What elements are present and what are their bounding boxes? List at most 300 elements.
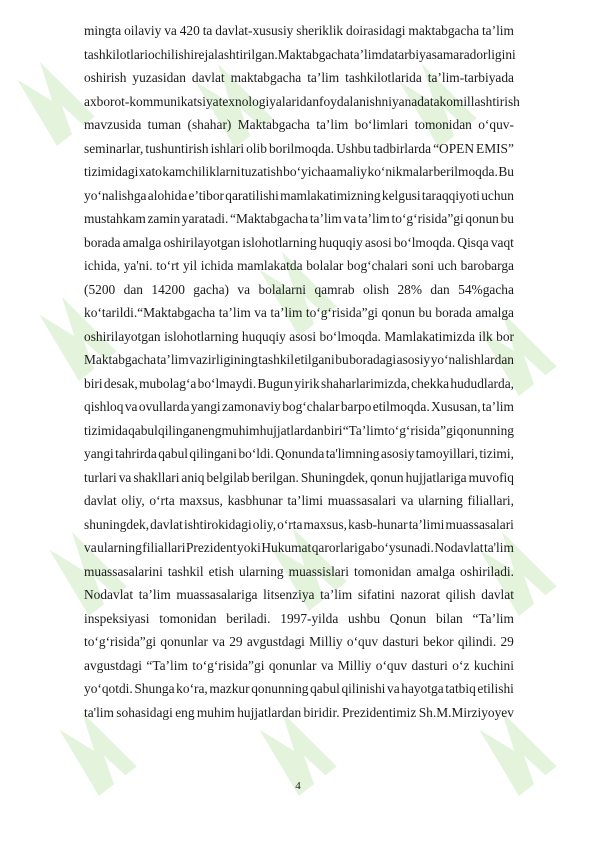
word: maxsus, xyxy=(303,516,348,532)
word: qonun xyxy=(465,211,499,226)
word: mustahkam xyxy=(84,211,146,226)
word: oshirilayotgan xyxy=(84,328,161,344)
body-text xyxy=(84,19,520,724)
text-line xyxy=(84,654,514,678)
word: oliy, xyxy=(252,516,277,532)
word: ichida, xyxy=(84,258,121,273)
word: islohotlarning xyxy=(164,328,239,344)
word: zamin xyxy=(147,211,181,226)
word: borilmoqda. xyxy=(268,140,335,156)
word: gacha) xyxy=(193,281,229,297)
word: qonunlar xyxy=(160,634,209,649)
word: yaratadi. xyxy=(181,211,229,226)
word: qabul xyxy=(158,446,188,461)
word: hayotga xyxy=(401,681,444,696)
word: tomonidan xyxy=(159,610,217,626)
word: beriladi. xyxy=(226,610,271,626)
word: sohasidagi xyxy=(116,704,173,720)
word: maktabgacha xyxy=(408,23,480,38)
word: Hukumat xyxy=(261,540,312,555)
word: o‘z xyxy=(452,657,470,673)
word: muassasalariga xyxy=(176,587,258,602)
word: ilk xyxy=(478,328,493,344)
word: mamlakatda xyxy=(237,258,303,273)
word: aniq xyxy=(181,469,205,485)
word: va xyxy=(400,493,414,508)
word: Sh.M.Mirziyoyev xyxy=(418,704,514,720)
word: bu xyxy=(335,352,349,367)
word: tushuntirish xyxy=(145,140,209,156)
word: bog‘chalar xyxy=(282,399,340,414)
word: inspeksiyasi xyxy=(84,610,150,626)
word: ishlari xyxy=(210,140,245,156)
word: Milliy xyxy=(309,634,343,649)
word: tuman xyxy=(147,117,182,132)
word: asosiy xyxy=(396,352,431,367)
word: Milliy xyxy=(337,657,372,673)
word: Nodavlat xyxy=(434,540,484,555)
word: yo‘nalishlardan xyxy=(430,352,514,367)
word: davlat xyxy=(150,516,183,532)
word: kamchiliklarni xyxy=(162,164,241,179)
word: tuzatish xyxy=(241,164,283,179)
word: muassasalari xyxy=(445,516,514,532)
word: to‘g‘risida”gi xyxy=(192,657,265,673)
word: ko‘nikmalar xyxy=(367,164,433,179)
word: olish xyxy=(363,281,390,297)
word: zamonaviy xyxy=(222,399,281,414)
text-line xyxy=(84,231,514,255)
word: kasb-hunar xyxy=(348,516,408,532)
word: shakllari xyxy=(133,469,180,485)
word: asosi xyxy=(364,234,392,250)
word: muassasalarini xyxy=(84,563,163,579)
word: shaharlarimizda, xyxy=(321,375,410,391)
word: rejalashtirilgan. xyxy=(194,46,278,62)
text-line xyxy=(84,90,520,114)
word: mazkur xyxy=(209,681,250,696)
word: va xyxy=(387,681,400,696)
text-line xyxy=(84,207,514,231)
word: bog‘chalari xyxy=(347,258,409,273)
word: barpo xyxy=(340,399,372,414)
word: biri xyxy=(323,422,343,438)
word: Maktabgacha xyxy=(277,46,350,62)
word: 29 xyxy=(229,634,243,649)
word: etilishi xyxy=(477,681,514,696)
word: yo‘qotdi. xyxy=(84,681,133,696)
word: qonun xyxy=(370,469,404,485)
word: tizimidagi xyxy=(84,164,139,179)
word: (shahar) xyxy=(187,117,232,132)
word: vazirligining xyxy=(189,352,258,367)
word: Qonunda xyxy=(275,446,325,461)
word: borada xyxy=(84,234,121,250)
word: qarorlariga xyxy=(311,540,371,555)
word: huquqiy xyxy=(318,234,363,250)
word: Prezident xyxy=(185,540,237,555)
word: yo‘nalishga xyxy=(84,187,147,203)
word: qonun xyxy=(381,305,415,320)
word: 14200 xyxy=(151,281,185,297)
word: seminarlar, xyxy=(84,140,144,156)
word: mingta xyxy=(84,23,122,38)
word: samaradorligini xyxy=(431,46,516,62)
word: etilgani xyxy=(294,352,335,367)
word: qonunning xyxy=(251,681,309,696)
word: Bu xyxy=(498,164,514,179)
word: hujjatlardan xyxy=(259,422,324,438)
word: dan xyxy=(123,281,143,297)
word: etish xyxy=(208,563,234,579)
text-line xyxy=(84,630,514,654)
word: qabul xyxy=(310,681,340,696)
word: mubolag‘a xyxy=(139,375,197,391)
word: bekor xyxy=(423,634,454,649)
word: olib xyxy=(246,140,267,156)
word: 1997-yilda xyxy=(280,610,339,626)
word: davlat xyxy=(84,493,117,508)
word: qaratilishi xyxy=(225,187,279,203)
word: borada xyxy=(435,305,472,320)
word: bo‘limlari xyxy=(354,117,409,132)
word: amalga xyxy=(416,563,455,579)
word: Maktabgacha xyxy=(84,352,157,367)
word: davlat xyxy=(481,587,514,602)
word: ichida xyxy=(200,258,234,273)
word: ta’limi xyxy=(287,493,324,508)
word: Qonun xyxy=(389,610,427,626)
word: qamrab xyxy=(314,281,355,297)
word: shuningdek, xyxy=(84,516,150,532)
word: davlat-xususiy xyxy=(215,23,294,38)
word: va xyxy=(124,399,138,414)
text-line xyxy=(84,184,514,208)
text-line xyxy=(84,43,514,67)
word: va xyxy=(84,540,97,555)
word: dan xyxy=(430,281,450,297)
word: turlari xyxy=(84,469,117,485)
page-number: 4 xyxy=(295,780,301,792)
word: tashkilotlarida xyxy=(345,70,422,85)
text-line xyxy=(84,701,514,725)
word: ta’lim xyxy=(156,352,189,367)
word: o‘quv xyxy=(346,634,379,649)
word: muassasalari xyxy=(327,493,397,508)
word: xato xyxy=(138,164,162,179)
word: qilish xyxy=(445,587,476,602)
text-line xyxy=(84,607,514,631)
word: asosiy xyxy=(380,446,415,461)
word: ta’lim xyxy=(270,305,303,320)
word: yangi xyxy=(190,399,221,414)
word: amaliy xyxy=(330,164,367,179)
word: qilingan xyxy=(158,422,202,438)
word: bo‘lmaydi. xyxy=(197,375,257,391)
word: ularning xyxy=(239,563,284,579)
word: ovullarda xyxy=(138,399,190,414)
word: ko‘tarildi.“Maktabgacha xyxy=(84,305,216,320)
word: bo‘lmoqda. xyxy=(319,328,381,344)
word: ta’lim xyxy=(309,211,342,226)
word: barobarga xyxy=(460,258,514,273)
word: bolalar xyxy=(306,258,344,273)
word: Shuningdek, xyxy=(300,469,369,485)
word: kelgusi xyxy=(381,187,421,203)
word: bo‘lmoqda. xyxy=(393,234,456,250)
word: Mamlakatimizda xyxy=(384,328,476,344)
word: berilmoqda. xyxy=(433,164,498,179)
word: oliy, xyxy=(121,493,145,508)
word: eng xyxy=(202,422,222,438)
word: alohida xyxy=(147,187,188,203)
word: qilingani xyxy=(189,446,238,461)
word: ularning xyxy=(418,493,463,508)
word: to‘g‘risida”gi xyxy=(84,634,157,649)
word: va xyxy=(164,23,177,38)
word: o‘quv xyxy=(375,657,408,673)
word: mavzusida xyxy=(84,117,142,132)
word: boradagi xyxy=(349,352,397,367)
text-line xyxy=(84,583,514,607)
word: bilan xyxy=(435,610,463,626)
word: uchun xyxy=(481,187,514,203)
word: tamoyillari, xyxy=(415,446,478,461)
word: o‘rta xyxy=(149,493,175,508)
word: avgustdagi xyxy=(246,634,305,649)
word: tarbiya xyxy=(394,46,432,62)
word: muhim xyxy=(221,422,260,438)
word: bor xyxy=(496,328,514,344)
word: hujjatlariga xyxy=(405,469,467,485)
word: qabul xyxy=(128,422,158,438)
word: bo‘ysunadi. xyxy=(371,540,434,555)
word: tashkil xyxy=(167,563,204,579)
text-line xyxy=(84,536,514,560)
word: foydalanishni xyxy=(319,93,392,109)
word: va xyxy=(212,634,225,649)
word: texnologiyalaridan xyxy=(218,93,320,109)
word: “Ta’lim xyxy=(342,422,385,438)
word: ta’lim xyxy=(138,587,171,602)
word: eng xyxy=(175,704,195,720)
word: oshiriladi. xyxy=(460,563,514,579)
word: desak, xyxy=(103,375,138,391)
text-line xyxy=(84,466,514,490)
word: va xyxy=(343,211,357,226)
word: qonunlar xyxy=(268,657,317,673)
word: yil xyxy=(182,258,198,273)
word: taraqqiyoti xyxy=(421,187,480,203)
word: belgilab xyxy=(206,469,250,485)
word: 420 xyxy=(179,23,200,38)
word: muassislari xyxy=(288,563,349,579)
text-line xyxy=(84,348,514,372)
word: takomillashtirish xyxy=(429,93,520,109)
word: ta’lim xyxy=(218,305,251,320)
word: 29 xyxy=(500,634,514,649)
word: “Maktabgacha xyxy=(230,211,309,226)
word: yangi xyxy=(84,446,114,461)
word: qilinishi xyxy=(341,681,386,696)
text-line xyxy=(84,19,514,43)
word: chekka xyxy=(411,375,450,391)
word: ta’limi xyxy=(408,516,445,532)
word: e’tibor xyxy=(188,187,224,203)
word: Ushbu xyxy=(336,140,372,156)
word: kuchini xyxy=(473,657,514,673)
word: ta'lim xyxy=(84,704,114,720)
word: EMIS” xyxy=(476,140,514,156)
word: ta'lim xyxy=(483,540,514,555)
word: Xususan, xyxy=(431,399,481,414)
word: amalga xyxy=(122,234,162,250)
word: tizimi, xyxy=(479,446,514,461)
word: amalga xyxy=(475,305,514,320)
word: biridir. xyxy=(303,704,340,720)
text-line xyxy=(84,113,514,137)
word: ta xyxy=(202,23,213,38)
text-line xyxy=(84,395,514,419)
word: yuzasidan xyxy=(132,70,186,85)
word: ta’lim xyxy=(320,587,353,602)
word: qilindi. xyxy=(457,634,497,649)
text-line xyxy=(84,419,514,443)
word: Nodavlat xyxy=(84,587,134,602)
word: hujjatlardan xyxy=(237,704,302,720)
text-line xyxy=(84,560,514,584)
word: sifatini xyxy=(357,587,396,602)
word: qonunning xyxy=(456,422,514,438)
word: yanada xyxy=(391,93,430,109)
word: doirasidagi xyxy=(346,23,406,38)
word: ta’lim xyxy=(481,399,514,414)
word: tashkil xyxy=(258,352,294,367)
word: Prezidentimiz xyxy=(341,704,417,720)
word: dasturi xyxy=(382,634,419,649)
word: to‘g‘risida”gi xyxy=(391,211,464,226)
word: ya'ni. xyxy=(123,258,153,273)
word: tahrirda xyxy=(115,446,157,461)
word: nazorat xyxy=(400,587,441,602)
word: yirik xyxy=(294,375,320,391)
word: uch xyxy=(437,258,458,273)
word: va xyxy=(320,657,334,673)
word: oshirilayotgan xyxy=(163,234,241,250)
word: “Ta’lim xyxy=(146,657,188,673)
word: islohotlarning xyxy=(242,234,317,250)
text-line xyxy=(84,254,514,278)
word: (5200 xyxy=(84,281,116,297)
word: kasbhunar xyxy=(227,493,283,508)
word: ta’lim-tarbiyada xyxy=(427,70,514,85)
word: qishloq xyxy=(84,399,124,414)
word: o‘quv- xyxy=(478,117,514,132)
text-line xyxy=(84,677,514,701)
word: tomonidan xyxy=(414,117,472,132)
word: etilmoqda. xyxy=(372,399,430,414)
word: ochilishi xyxy=(147,46,195,62)
word: ularning xyxy=(97,540,142,555)
text-line xyxy=(84,513,514,537)
word: to‘rt xyxy=(156,258,180,273)
word: muhim xyxy=(196,704,235,720)
word: bu xyxy=(418,305,432,320)
word: maktabgacha xyxy=(230,70,302,85)
word: “Ta’lim xyxy=(472,610,514,626)
text-line xyxy=(84,66,514,90)
word: ta’lim xyxy=(481,23,514,38)
word: tomonidan xyxy=(353,563,412,579)
text-line xyxy=(84,372,514,396)
word: bu xyxy=(500,211,514,226)
text-line xyxy=(84,489,514,513)
word: 28% xyxy=(397,281,422,297)
word: tadbirlarda xyxy=(373,140,432,156)
word: mamlakatimizning xyxy=(280,187,381,203)
word: ishtirokidagi xyxy=(183,516,252,532)
word: hududlarda, xyxy=(450,375,514,391)
word: axborot-kommunikatsiya xyxy=(84,93,219,109)
word: soni xyxy=(411,258,435,273)
word: tatbiq xyxy=(445,681,476,696)
word: filiallari xyxy=(142,540,186,555)
word: to‘g‘risida”gi xyxy=(384,422,457,438)
word: oshirish xyxy=(84,70,127,85)
word: biri xyxy=(84,375,103,391)
word: va xyxy=(237,281,251,297)
word: o‘rta xyxy=(277,516,303,532)
word: huquqiy xyxy=(241,328,286,344)
word: “OPEN xyxy=(433,140,474,156)
text-line xyxy=(84,301,514,325)
text-line xyxy=(84,442,514,466)
word: ta’lim xyxy=(307,70,340,85)
word: ta’lim xyxy=(316,117,349,132)
word: ta'limning xyxy=(325,446,380,461)
word: ta’limda xyxy=(349,46,395,62)
word: oilaviy xyxy=(124,23,162,38)
word: davlat xyxy=(191,70,225,85)
word: dasturi xyxy=(411,657,448,673)
text-line xyxy=(84,137,514,161)
word: ushbu xyxy=(348,610,381,626)
word: yoki xyxy=(237,540,261,555)
word: va xyxy=(254,305,267,320)
word: muvofiq xyxy=(468,469,514,485)
word: litsenziya xyxy=(263,587,315,602)
word: sheriklik xyxy=(296,23,344,38)
word: maxsus, xyxy=(179,493,223,508)
text-line xyxy=(84,160,514,184)
word: bo‘yicha xyxy=(283,164,331,179)
word: ko‘ra, xyxy=(176,681,208,696)
text-line xyxy=(84,278,514,302)
word: ta’lim xyxy=(357,211,390,226)
word: va xyxy=(118,469,132,485)
word: to‘g‘risida”gi xyxy=(305,305,378,320)
word: Maktabgacha xyxy=(237,117,310,132)
word: tizimida xyxy=(84,422,128,438)
word: Qisqa xyxy=(457,234,489,250)
text-line xyxy=(84,325,514,349)
word: filiallari, xyxy=(467,493,514,508)
word: Shunga xyxy=(134,681,175,696)
word: Bugun xyxy=(257,375,294,391)
word: asosi xyxy=(289,328,317,344)
word: vaqt xyxy=(490,234,514,250)
word: tashkilotlari xyxy=(84,46,148,62)
